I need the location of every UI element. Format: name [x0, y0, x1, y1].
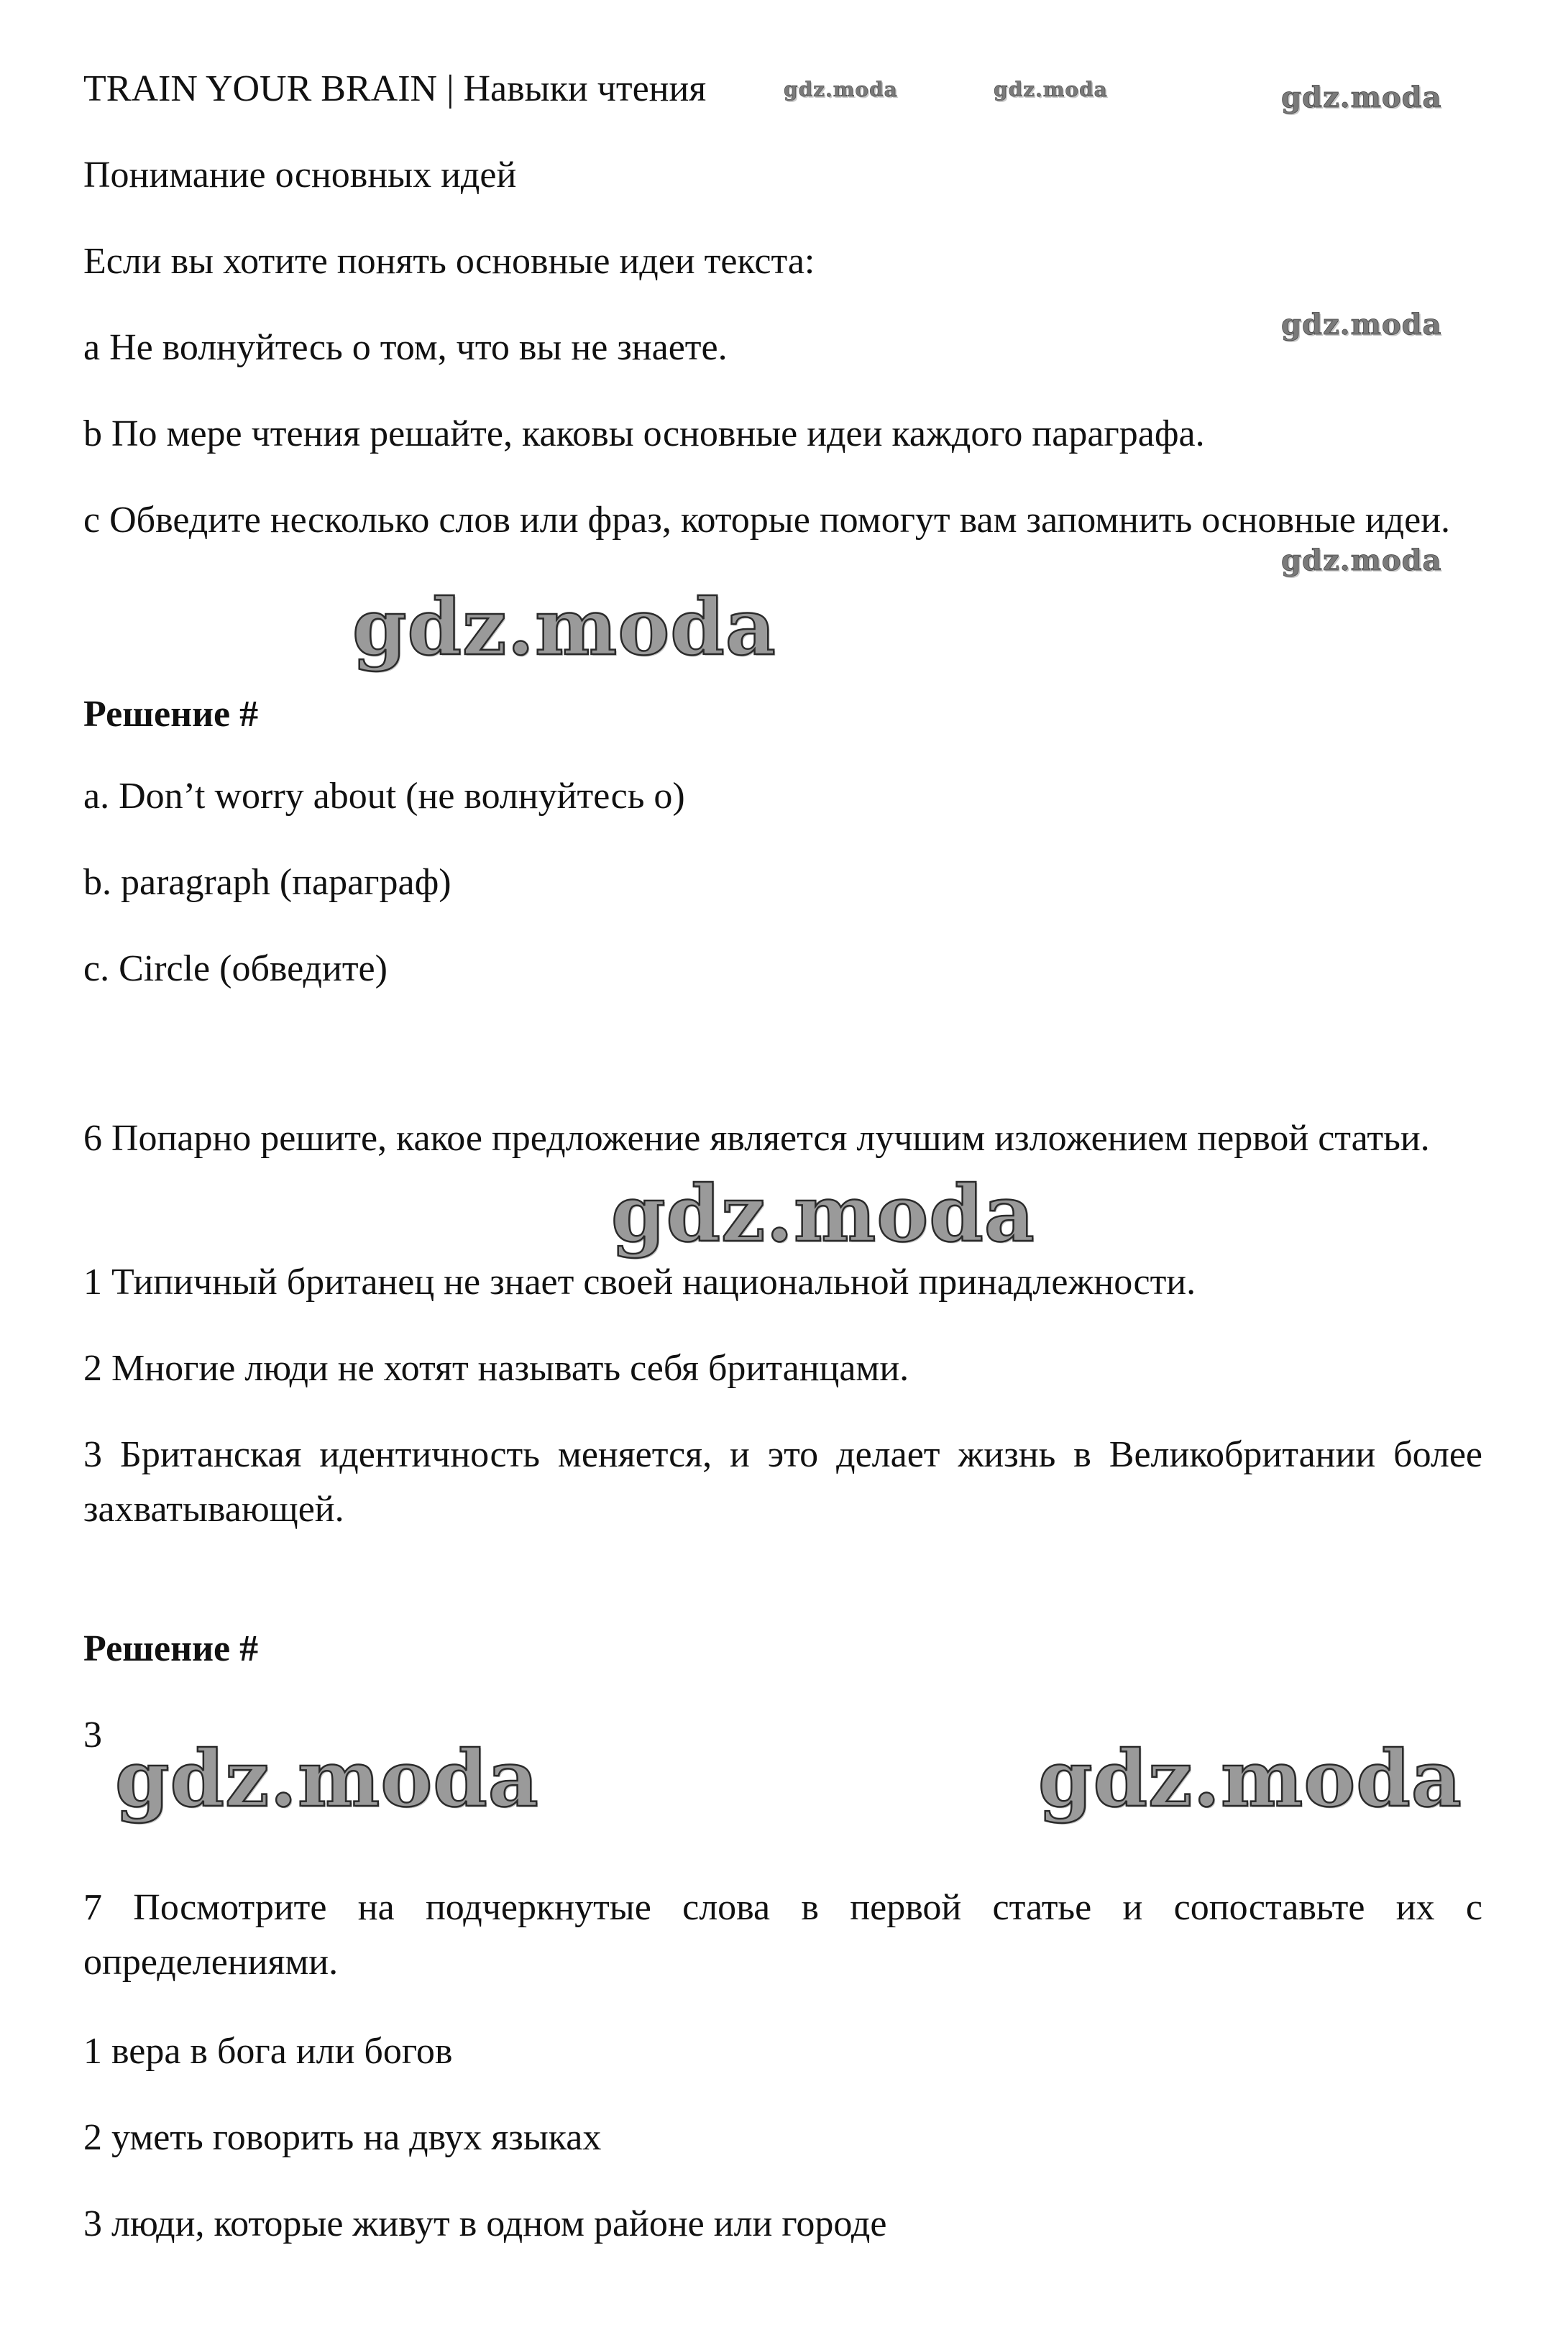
section-intro: Если вы хотите понять основные идеи текста: [83, 241, 815, 282]
watermark-logo: gdz.moda [784, 78, 898, 101]
watermark-logo: gdz.moda [1281, 81, 1442, 114]
watermark-logo: gdz.moda [1038, 1734, 1462, 1825]
exercise-7-definition-3: 3 люди, которые живут в одном районе или городе [83, 2203, 887, 2244]
exercise-6-option-3: 3 Британская идентичность меняется, и это делает жизнь в Великобритании более захватывающей. [83, 1434, 1482, 1530]
exercise-6-option-2: 2 Многие люди не хотят называть себя британцами. [83, 1348, 909, 1389]
solution-answer: 3 [83, 1715, 102, 1755]
watermark-logo: gdz.moda [115, 1734, 539, 1825]
solution-c: c. Circle (обведите) [83, 948, 388, 989]
exercise-7-definition-2: 2 уметь говорить на двух языках [83, 2117, 602, 2158]
solution-a: a. Don’t worry about (не волнуйтесь о) [83, 776, 685, 817]
solution-heading: Решение # [83, 694, 259, 735]
exercise-6-task: 6 Попарно решите, какое предложение является лучшим изложением первой статьи. [83, 1118, 1430, 1159]
watermark-logo: gdz.moda [1281, 543, 1442, 577]
tip-b: b По мере чтения решайте, каковы основные идеи каждого параграфа. [83, 413, 1205, 454]
section-heading: Понимание основных идей [83, 155, 517, 196]
exercise-7-definition-1: 1 вера в бога или богов [83, 2031, 453, 2072]
watermark-logo: gdz.moda [352, 582, 776, 673]
solution-b: b. paragraph (параграф) [83, 862, 451, 903]
page-title: TRAIN YOUR BRAIN | Навыки чтения [83, 68, 707, 109]
tip-a: a Не волнуйтесь о том, что вы не знаете. [83, 327, 728, 368]
solution-heading: Решение # [83, 1628, 259, 1669]
watermark-logo: gdz.moda [994, 78, 1108, 101]
tip-c: c Обведите несколько слов или фраз, которые помогут вам запомнить основные идеи. [83, 500, 1451, 541]
watermark-logo: gdz.moda [1281, 308, 1442, 341]
watermark-logo: gdz.moda [611, 1169, 1035, 1259]
exercise-7-task: 7 Посмотрите на подчеркнутые слова в первой статье и сопоставьте их с определениями. [83, 1887, 1482, 1983]
exercise-6-option-1: 1 Типичный британец не знает своей национальной принадлежности. [83, 1262, 1196, 1303]
